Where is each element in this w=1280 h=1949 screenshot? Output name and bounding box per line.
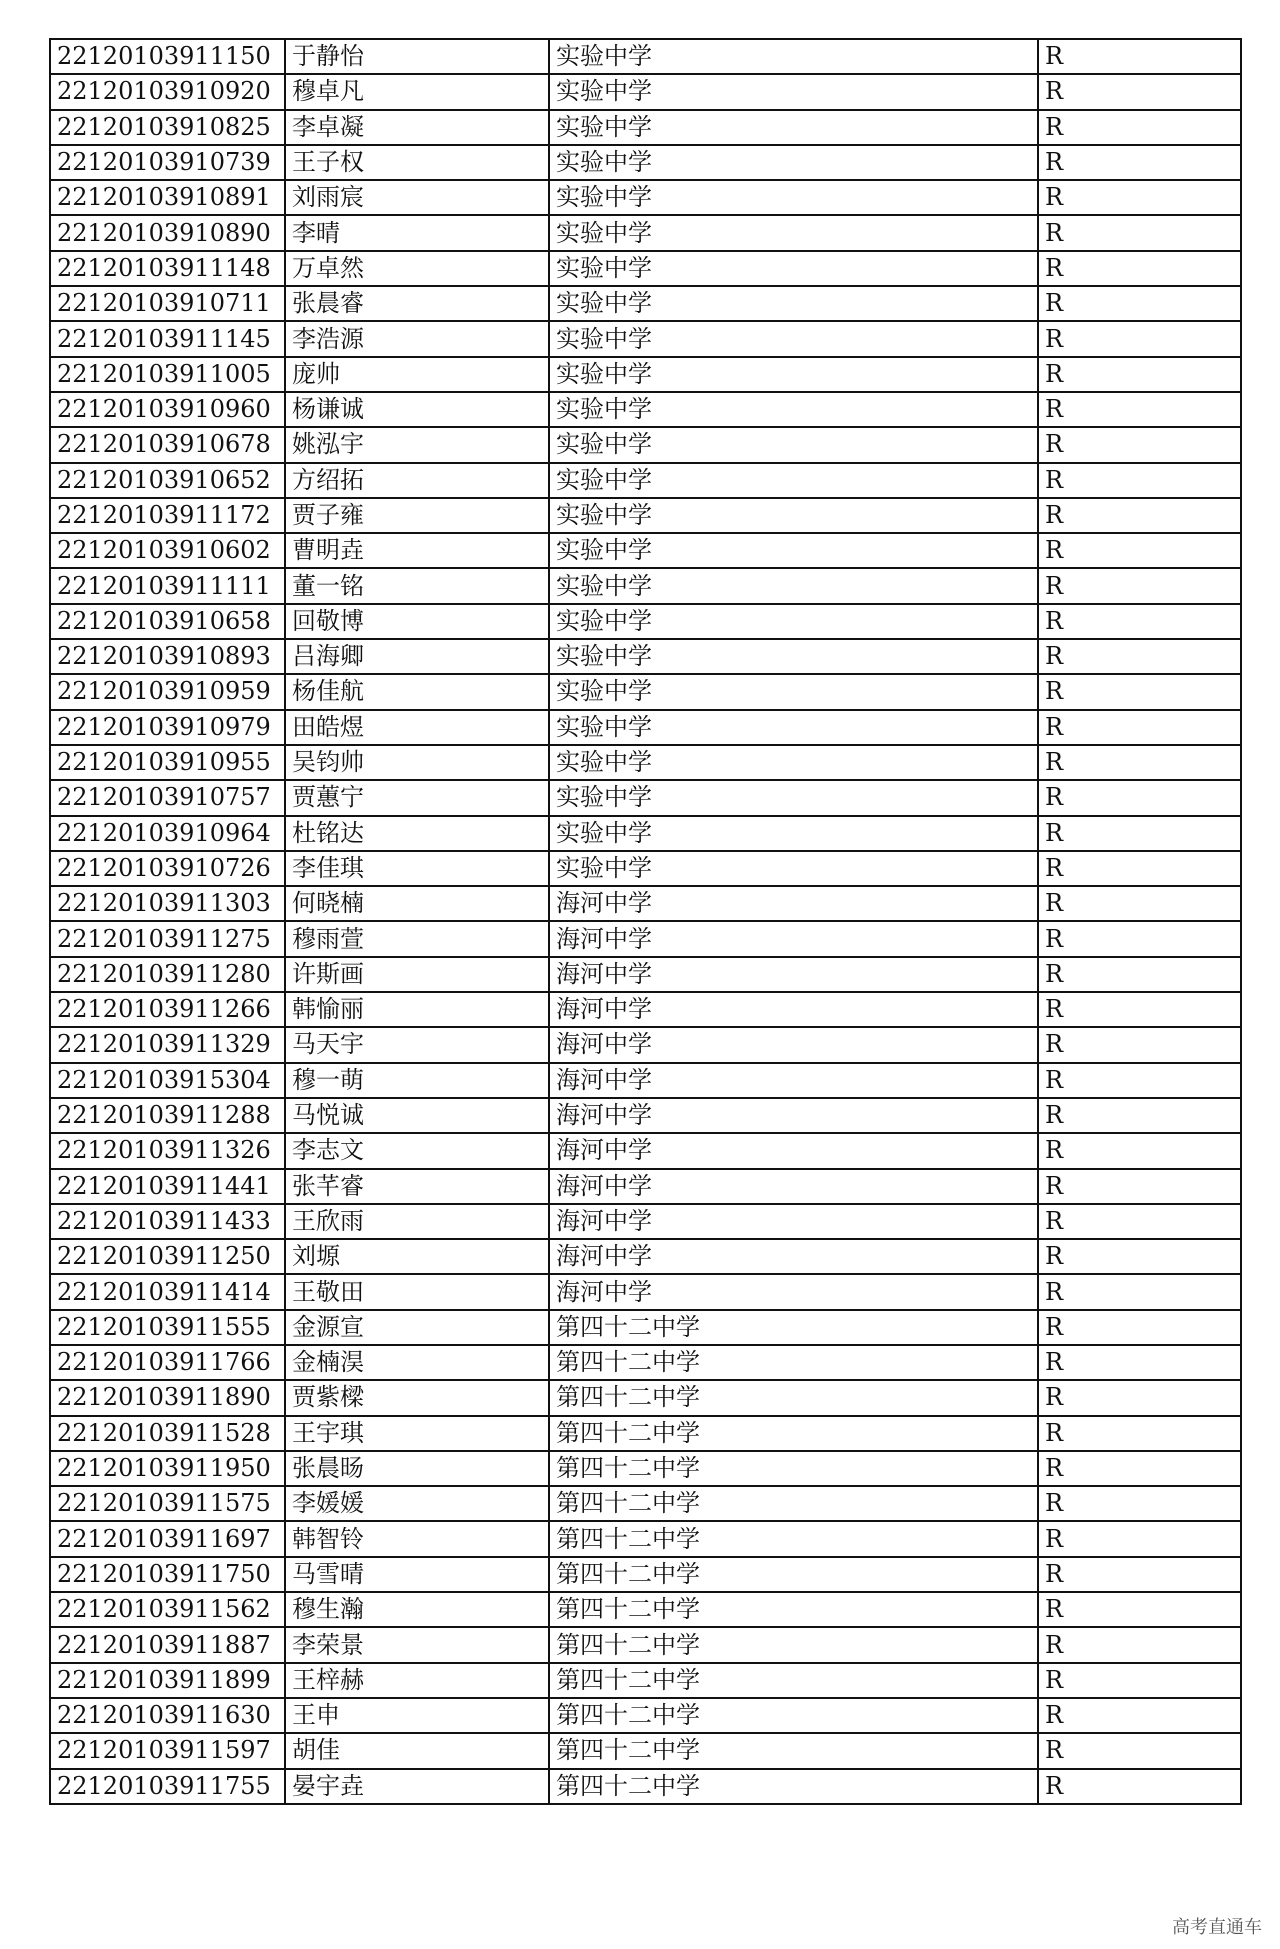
grade-cell: R <box>1038 1521 1241 1556</box>
student-name-cell: 吴钧帅 <box>285 745 549 780</box>
table-row <box>50 1063 1241 1098</box>
grade-cell: R <box>1038 463 1241 498</box>
table-row <box>50 251 1241 286</box>
student-name-cell: 王子权 <box>285 145 549 180</box>
school-cell: 海河中学 <box>549 921 1038 956</box>
grade-cell: R <box>1038 1627 1241 1662</box>
student-name-cell: 穆卓凡 <box>285 74 549 109</box>
student-list-table <box>49 38 1242 1805</box>
student-id-cell: 22120103910726 <box>50 851 285 886</box>
school-cell: 实验中学 <box>549 392 1038 427</box>
school-cell: 实验中学 <box>549 568 1038 603</box>
student-name-cell: 马天宇 <box>285 1027 549 1062</box>
table-row <box>50 604 1241 639</box>
school-cell: 海河中学 <box>549 957 1038 992</box>
table-row <box>50 1274 1241 1309</box>
grade-cell: R <box>1038 674 1241 709</box>
grade-cell: R <box>1038 1310 1241 1345</box>
student-id-cell: 22120103910658 <box>50 604 285 639</box>
table-row <box>50 1310 1241 1345</box>
school-cell: 海河中学 <box>549 1204 1038 1239</box>
student-id-cell: 22120103911562 <box>50 1592 285 1627</box>
student-name-cell: 韩愉丽 <box>285 992 549 1027</box>
school-cell: 海河中学 <box>549 886 1038 921</box>
student-id-cell: 22120103911575 <box>50 1486 285 1521</box>
table-row <box>50 992 1241 1027</box>
table-row <box>50 533 1241 568</box>
table-row <box>50 357 1241 392</box>
school-cell: 第四十二中学 <box>549 1451 1038 1486</box>
school-cell: 实验中学 <box>549 286 1038 321</box>
school-cell: 实验中学 <box>549 816 1038 851</box>
student-id-cell: 22120103911950 <box>50 1451 285 1486</box>
table-row <box>50 957 1241 992</box>
grade-cell: R <box>1038 745 1241 780</box>
school-cell: 实验中学 <box>549 710 1038 745</box>
student-id-cell: 22120103910825 <box>50 110 285 145</box>
student-name-cell: 李佳琪 <box>285 851 549 886</box>
grade-cell: R <box>1038 1239 1241 1274</box>
grade-cell: R <box>1038 780 1241 815</box>
school-cell: 第四十二中学 <box>549 1416 1038 1451</box>
student-id-cell: 22120103911890 <box>50 1380 285 1415</box>
student-name-cell: 张晨旸 <box>285 1451 549 1486</box>
grade-cell: R <box>1038 886 1241 921</box>
table-row <box>50 745 1241 780</box>
student-name-cell: 金楠淏 <box>285 1345 549 1380</box>
grade-cell: R <box>1038 1557 1241 1592</box>
student-id-cell: 22120103911150 <box>50 39 285 74</box>
table-row <box>50 1239 1241 1274</box>
school-cell: 海河中学 <box>549 992 1038 1027</box>
grade-cell: R <box>1038 604 1241 639</box>
school-cell: 实验中学 <box>549 780 1038 815</box>
student-id-cell: 22120103910979 <box>50 710 285 745</box>
table-row <box>50 427 1241 462</box>
table-row <box>50 921 1241 956</box>
student-name-cell: 穆一萌 <box>285 1063 549 1098</box>
grade-cell: R <box>1038 1769 1241 1804</box>
school-cell: 实验中学 <box>549 639 1038 674</box>
student-id-cell: 22120103915304 <box>50 1063 285 1098</box>
student-id-cell: 22120103910711 <box>50 286 285 321</box>
student-id-cell: 22120103911887 <box>50 1627 285 1662</box>
school-cell: 实验中学 <box>549 463 1038 498</box>
school-cell: 第四十二中学 <box>549 1663 1038 1698</box>
watermark-text: 高考直通车 <box>1172 1917 1262 1938</box>
student-id-cell: 22120103911326 <box>50 1133 285 1168</box>
table-row <box>50 816 1241 851</box>
table-row <box>50 1380 1241 1415</box>
student-id-cell: 22120103910960 <box>50 392 285 427</box>
school-cell: 第四十二中学 <box>549 1733 1038 1768</box>
school-cell: 海河中学 <box>549 1063 1038 1098</box>
table-row <box>50 286 1241 321</box>
student-name-cell: 马悦诚 <box>285 1098 549 1133</box>
grade-cell: R <box>1038 215 1241 250</box>
student-id-cell: 22120103911288 <box>50 1098 285 1133</box>
table-body <box>50 39 1241 1804</box>
grade-cell: R <box>1038 921 1241 956</box>
school-cell: 海河中学 <box>549 1239 1038 1274</box>
student-name-cell: 曹明垚 <box>285 533 549 568</box>
student-name-cell: 韩智铃 <box>285 1521 549 1556</box>
grade-cell: R <box>1038 1027 1241 1062</box>
student-name-cell: 杜铭达 <box>285 816 549 851</box>
school-cell: 实验中学 <box>549 533 1038 568</box>
student-name-cell: 回敬博 <box>285 604 549 639</box>
student-name-cell: 贾蕙宁 <box>285 780 549 815</box>
table-row <box>50 110 1241 145</box>
student-id-cell: 22120103911441 <box>50 1169 285 1204</box>
table-row <box>50 674 1241 709</box>
grade-cell: R <box>1038 816 1241 851</box>
student-id-cell: 22120103910890 <box>50 215 285 250</box>
school-cell: 第四十二中学 <box>549 1486 1038 1521</box>
grade-cell: R <box>1038 1133 1241 1168</box>
grade-cell: R <box>1038 1416 1241 1451</box>
table-row <box>50 851 1241 886</box>
grade-cell: R <box>1038 568 1241 603</box>
student-name-cell: 庞帅 <box>285 357 549 392</box>
school-cell: 第四十二中学 <box>549 1769 1038 1804</box>
school-cell: 第四十二中学 <box>549 1521 1038 1556</box>
student-name-cell: 李荣景 <box>285 1627 549 1662</box>
student-id-cell: 22120103910739 <box>50 145 285 180</box>
table-row <box>50 568 1241 603</box>
school-cell: 海河中学 <box>549 1133 1038 1168</box>
grade-cell: R <box>1038 1274 1241 1309</box>
student-name-cell: 贾紫樑 <box>285 1380 549 1415</box>
table-row <box>50 215 1241 250</box>
student-name-cell: 胡佳 <box>285 1733 549 1768</box>
school-cell: 海河中学 <box>549 1274 1038 1309</box>
student-id-cell: 22120103911555 <box>50 1310 285 1345</box>
student-id-cell: 22120103910893 <box>50 639 285 674</box>
student-name-cell: 董一铭 <box>285 568 549 603</box>
student-id-cell: 22120103910602 <box>50 533 285 568</box>
table-row <box>50 1592 1241 1627</box>
student-name-cell: 王申 <box>285 1698 549 1733</box>
grade-cell: R <box>1038 710 1241 745</box>
table-row <box>50 145 1241 180</box>
school-cell: 实验中学 <box>549 145 1038 180</box>
grade-cell: R <box>1038 180 1241 215</box>
student-id-cell: 22120103911755 <box>50 1769 285 1804</box>
grade-cell: R <box>1038 110 1241 145</box>
student-id-cell: 22120103911275 <box>50 921 285 956</box>
school-cell: 第四十二中学 <box>549 1380 1038 1415</box>
grade-cell: R <box>1038 1698 1241 1733</box>
student-name-cell: 方绍拓 <box>285 463 549 498</box>
school-cell: 实验中学 <box>549 180 1038 215</box>
grade-cell: R <box>1038 1592 1241 1627</box>
student-name-cell: 马雪晴 <box>285 1557 549 1592</box>
grade-cell: R <box>1038 1345 1241 1380</box>
student-name-cell: 吕海卿 <box>285 639 549 674</box>
student-id-cell: 22120103911250 <box>50 1239 285 1274</box>
table-row <box>50 1345 1241 1380</box>
table-row <box>50 1663 1241 1698</box>
student-name-cell: 李卓凝 <box>285 110 549 145</box>
student-name-cell: 杨谦诚 <box>285 392 549 427</box>
school-cell: 实验中学 <box>549 498 1038 533</box>
student-id-cell: 22120103911266 <box>50 992 285 1027</box>
student-id-cell: 22120103910959 <box>50 674 285 709</box>
grade-cell: R <box>1038 392 1241 427</box>
student-id-cell: 22120103911697 <box>50 1521 285 1556</box>
table-row <box>50 1416 1241 1451</box>
grade-cell: R <box>1038 1451 1241 1486</box>
student-name-cell: 王梓赫 <box>285 1663 549 1698</box>
grade-cell: R <box>1038 39 1241 74</box>
grade-cell: R <box>1038 1663 1241 1698</box>
student-name-cell: 何晓楠 <box>285 886 549 921</box>
student-id-cell: 22120103911111 <box>50 568 285 603</box>
student-name-cell: 于静怡 <box>285 39 549 74</box>
student-name-cell: 金源宣 <box>285 1310 549 1345</box>
table-row <box>50 1733 1241 1768</box>
grade-cell: R <box>1038 357 1241 392</box>
table-row <box>50 498 1241 533</box>
student-id-cell: 22120103911005 <box>50 357 285 392</box>
student-name-cell: 刘塬 <box>285 1239 549 1274</box>
school-cell: 实验中学 <box>549 851 1038 886</box>
student-name-cell: 张芊睿 <box>285 1169 549 1204</box>
school-cell: 实验中学 <box>549 321 1038 356</box>
grade-cell: R <box>1038 851 1241 886</box>
student-name-cell: 李浩源 <box>285 321 549 356</box>
student-name-cell: 王敬田 <box>285 1274 549 1309</box>
student-id-cell: 22120103910955 <box>50 745 285 780</box>
student-id-cell: 22120103911899 <box>50 1663 285 1698</box>
table-row <box>50 1769 1241 1804</box>
grade-cell: R <box>1038 1204 1241 1239</box>
student-name-cell: 刘雨宸 <box>285 180 549 215</box>
student-id-cell: 22120103911329 <box>50 1027 285 1062</box>
school-cell: 实验中学 <box>549 674 1038 709</box>
table-row <box>50 1627 1241 1662</box>
table-row <box>50 74 1241 109</box>
student-id-cell: 22120103911145 <box>50 321 285 356</box>
table-row <box>50 780 1241 815</box>
student-name-cell: 穆雨萱 <box>285 921 549 956</box>
grade-cell: R <box>1038 1380 1241 1415</box>
student-id-cell: 22120103911433 <box>50 1204 285 1239</box>
table-row <box>50 1698 1241 1733</box>
student-list-table-container <box>49 38 1240 1805</box>
table-row <box>50 1204 1241 1239</box>
grade-cell: R <box>1038 639 1241 674</box>
school-cell: 实验中学 <box>549 745 1038 780</box>
school-cell: 第四十二中学 <box>549 1592 1038 1627</box>
grade-cell: R <box>1038 1733 1241 1768</box>
student-id-cell: 22120103911414 <box>50 1274 285 1309</box>
school-cell: 实验中学 <box>549 251 1038 286</box>
grade-cell: R <box>1038 1169 1241 1204</box>
school-cell: 第四十二中学 <box>549 1627 1038 1662</box>
student-id-cell: 22120103911528 <box>50 1416 285 1451</box>
student-id-cell: 22120103911172 <box>50 498 285 533</box>
student-id-cell: 22120103910652 <box>50 463 285 498</box>
student-name-cell: 贾子雍 <box>285 498 549 533</box>
student-name-cell: 晏宇垚 <box>285 1769 549 1804</box>
grade-cell: R <box>1038 251 1241 286</box>
student-id-cell: 22120103910678 <box>50 427 285 462</box>
table-row <box>50 710 1241 745</box>
student-name-cell: 田皓煜 <box>285 710 549 745</box>
school-cell: 实验中学 <box>549 39 1038 74</box>
student-name-cell: 杨佳航 <box>285 674 549 709</box>
table-row <box>50 1027 1241 1062</box>
student-id-cell: 22120103910757 <box>50 780 285 815</box>
grade-cell: R <box>1038 1063 1241 1098</box>
student-id-cell: 22120103910964 <box>50 816 285 851</box>
school-cell: 第四十二中学 <box>549 1345 1038 1380</box>
school-cell: 海河中学 <box>549 1027 1038 1062</box>
grade-cell: R <box>1038 286 1241 321</box>
grade-cell: R <box>1038 321 1241 356</box>
school-cell: 实验中学 <box>549 427 1038 462</box>
grade-cell: R <box>1038 533 1241 568</box>
grade-cell: R <box>1038 957 1241 992</box>
student-name-cell: 李媛媛 <box>285 1486 549 1521</box>
school-cell: 海河中学 <box>549 1169 1038 1204</box>
student-id-cell: 22120103910920 <box>50 74 285 109</box>
student-name-cell: 许斯画 <box>285 957 549 992</box>
student-name-cell: 张晨睿 <box>285 286 549 321</box>
table-row <box>50 392 1241 427</box>
student-id-cell: 22120103911303 <box>50 886 285 921</box>
table-row <box>50 1169 1241 1204</box>
student-id-cell: 22120103911148 <box>50 251 285 286</box>
grade-cell: R <box>1038 498 1241 533</box>
school-cell: 实验中学 <box>549 110 1038 145</box>
school-cell: 第四十二中学 <box>549 1698 1038 1733</box>
grade-cell: R <box>1038 427 1241 462</box>
grade-cell: R <box>1038 992 1241 1027</box>
table-row <box>50 1133 1241 1168</box>
grade-cell: R <box>1038 74 1241 109</box>
student-name-cell: 李志文 <box>285 1133 549 1168</box>
student-name-cell: 姚泓宇 <box>285 427 549 462</box>
school-cell: 第四十二中学 <box>549 1310 1038 1345</box>
grade-cell: R <box>1038 1486 1241 1521</box>
table-row <box>50 639 1241 674</box>
school-cell: 实验中学 <box>549 74 1038 109</box>
table-row <box>50 1521 1241 1556</box>
student-name-cell: 万卓然 <box>285 251 549 286</box>
school-cell: 实验中学 <box>549 357 1038 392</box>
table-row <box>50 1486 1241 1521</box>
table-row <box>50 321 1241 356</box>
school-cell: 实验中学 <box>549 215 1038 250</box>
table-row <box>50 180 1241 215</box>
student-id-cell: 22120103911750 <box>50 1557 285 1592</box>
grade-cell: R <box>1038 1098 1241 1133</box>
table-row <box>50 1098 1241 1133</box>
table-row <box>50 1451 1241 1486</box>
grade-cell: R <box>1038 145 1241 180</box>
student-id-cell: 22120103911630 <box>50 1698 285 1733</box>
school-cell: 海河中学 <box>549 1098 1038 1133</box>
school-cell: 实验中学 <box>549 604 1038 639</box>
student-id-cell: 22120103911280 <box>50 957 285 992</box>
student-name-cell: 穆生瀚 <box>285 1592 549 1627</box>
student-name-cell: 王宇琪 <box>285 1416 549 1451</box>
table-row <box>50 886 1241 921</box>
school-cell: 第四十二中学 <box>549 1557 1038 1592</box>
student-name-cell: 王欣雨 <box>285 1204 549 1239</box>
table-row <box>50 39 1241 74</box>
student-id-cell: 22120103911766 <box>50 1345 285 1380</box>
table-row <box>50 463 1241 498</box>
student-id-cell: 22120103910891 <box>50 180 285 215</box>
student-name-cell: 李晴 <box>285 215 549 250</box>
table-row <box>50 1557 1241 1592</box>
student-id-cell: 22120103911597 <box>50 1733 285 1768</box>
